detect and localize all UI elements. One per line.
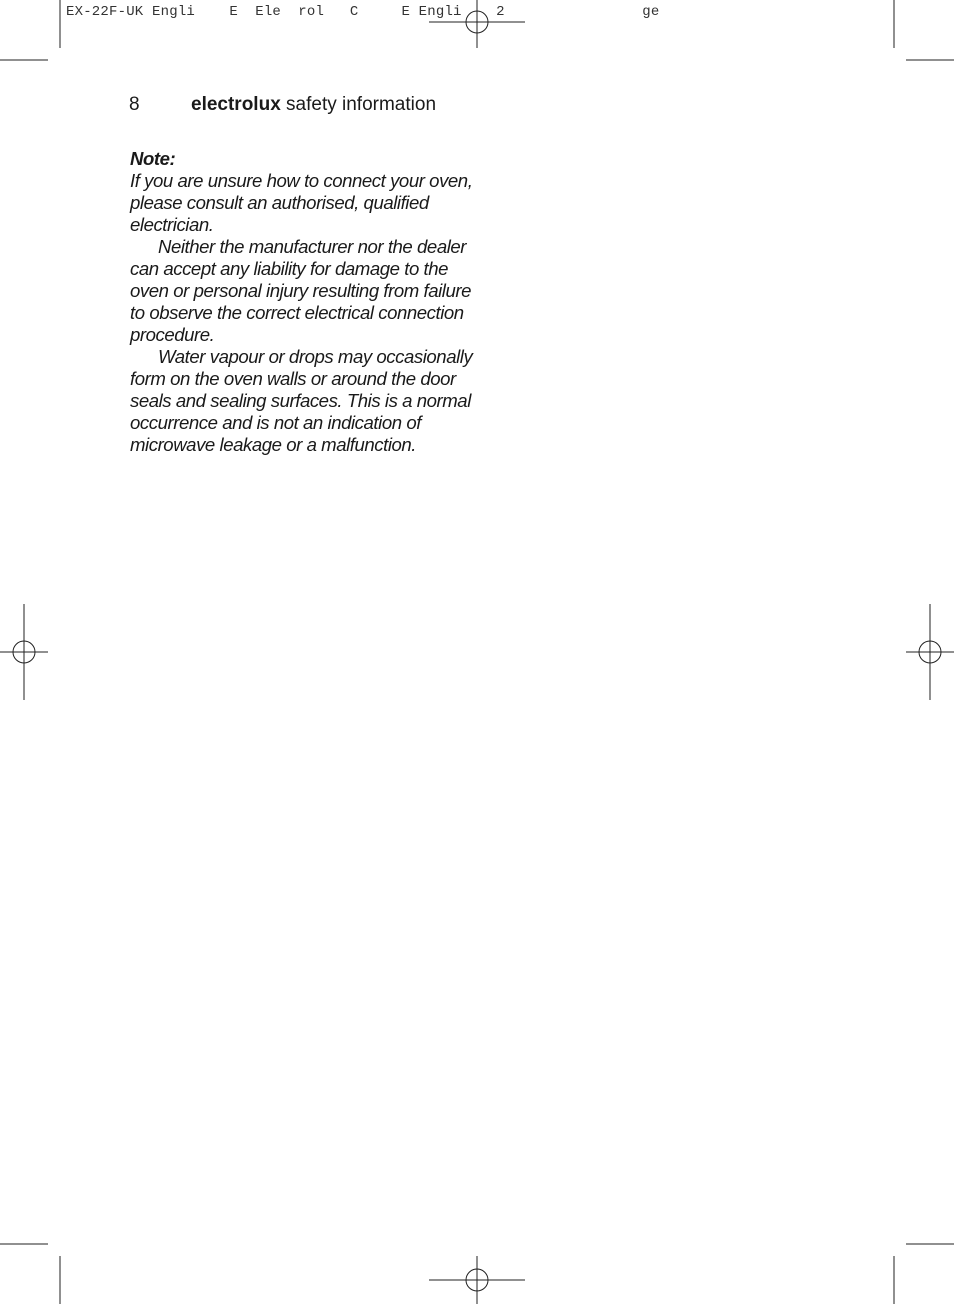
registration-mark-right xyxy=(906,604,954,700)
registration-mark-left xyxy=(0,604,48,700)
note-paragraph: Neither the manufacturer nor the dealer can accept any liability for damage to the oven or personal injury resulting from failure to observe the correct electrical connection procedure. xyxy=(130,236,472,345)
note-paragraph: Water vapour or drops may occasionally form on the oven walls or around the door seals and sealing surfaces. This is a normal occurrence and is not an indication of microwave leakage or a malfunction. xyxy=(130,346,473,455)
section-title: safety information xyxy=(286,94,437,115)
note-heading: Note: xyxy=(130,148,176,169)
brand-name: electrolux xyxy=(191,94,281,115)
page-number: 8 xyxy=(129,94,140,115)
registration-mark-bottom xyxy=(429,1256,525,1304)
print-slug-line: EX-22F-UK Engli E Ele rol C E Engli 2 ge xyxy=(66,4,660,20)
registration-mark-top xyxy=(429,0,525,48)
note-block xyxy=(130,148,475,456)
page-header xyxy=(129,94,436,116)
note-paragraph: If you are unsure how to connect your oven, please consult an authorised, qualified electrician. xyxy=(130,170,473,235)
